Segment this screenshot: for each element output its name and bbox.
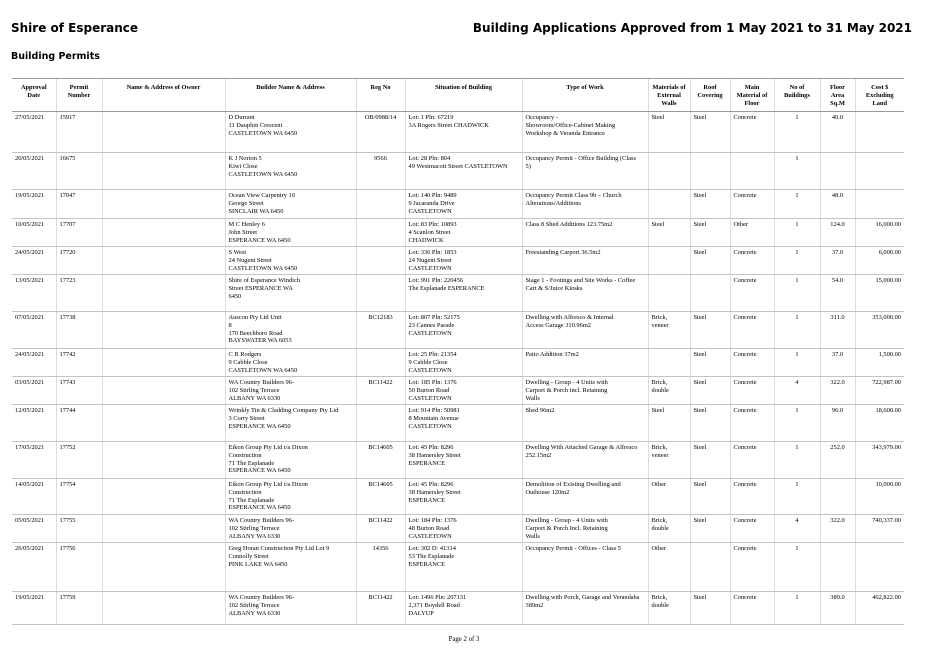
cell-situation: Lot: 83 Pln: 10893 4 Scanlon Street CHADWICK [405, 219, 522, 247]
cell-permit-number: 17723 [56, 275, 102, 312]
cell-no-of-buildings: 1 [774, 312, 820, 349]
cell-approval-date: 05/05/2021 [12, 515, 56, 543]
cell-floor-material [730, 153, 774, 190]
cell-builder: WA Country Builders 96- 102 Stirling Terrace ALBANY WA 6330 [225, 515, 356, 543]
cell-reg-no: BC14605 [356, 442, 405, 479]
cell-situation: Lot: 45 Pln: 8296 38 Hamersley Street ESPERANCE [405, 442, 522, 479]
cell-type-of-work: Occupancy Permit Class 9b – Church Alterations/Additions [522, 190, 648, 219]
col-cost: Cost $ Excluding Land [855, 79, 904, 112]
cell-floor-area: 322.0 [820, 377, 855, 405]
cell-no-of-buildings: 1 [774, 405, 820, 442]
cell-reg-no: BC11422 [356, 592, 405, 625]
cell-situation: Lot: 807 Pln: 52175 23 Cannes Parade CASTLETOWN [405, 312, 522, 349]
cell-type-of-work: Freestanding Carport 36.5m2 [522, 247, 648, 275]
cell-type-of-work: Dwelling - Group - 4 Units with Carport & Porch incl. Retaining Walls [522, 377, 648, 405]
shire-name: Shire of Esperance [11, 21, 139, 35]
cell-permit-number: 17756 [56, 543, 102, 592]
cell-builder: D Durrant 11 Dauphin Crescent CASTLETOWN WA 6450 [225, 112, 356, 153]
section-heading: Building Permits [11, 51, 100, 62]
cell-floor-area: 37.0 [820, 247, 855, 275]
table-row [12, 312, 904, 349]
cell-roof-covering [690, 153, 730, 190]
permits-table [12, 78, 904, 625]
report-title: Building Applications Approved from 1 May 2021 to 31 May 2021 [472, 21, 912, 35]
cell-floor-area: 48.0 [820, 190, 855, 219]
table-row [12, 247, 904, 275]
cell-external-walls: Steel [648, 405, 690, 442]
cell-cost: 722,987.00 [855, 377, 904, 405]
table-row [12, 275, 904, 312]
cell-floor-material: Concrete [730, 112, 774, 153]
cell-permit-number: 17720 [56, 247, 102, 275]
cell-floor-material: Concrete [730, 349, 774, 377]
cell-floor-material: Concrete [730, 479, 774, 515]
cell-cost: 343,979.00 [855, 442, 904, 479]
col-situation: Situation of Building [405, 79, 522, 112]
cell-approval-date: 14/05/2021 [12, 479, 56, 515]
cell-reg-no [356, 349, 405, 377]
cell-floor-material: Concrete [730, 442, 774, 479]
cell-roof-covering: Steel [690, 219, 730, 247]
table-row [12, 405, 904, 442]
cell-floor-material: Concrete [730, 312, 774, 349]
cell-roof-covering: Steel [690, 377, 730, 405]
cell-external-walls [648, 190, 690, 219]
cell-permit-number: 17755 [56, 515, 102, 543]
cell-cost [855, 112, 904, 153]
col-type-of-work: Type of Work [522, 79, 648, 112]
cell-owner [102, 349, 225, 377]
cell-reg-no [356, 405, 405, 442]
cell-roof-covering [690, 543, 730, 592]
table-row [12, 543, 904, 592]
cell-no-of-buildings: 1 [774, 543, 820, 592]
cell-roof-covering: Steel [690, 515, 730, 543]
cell-no-of-buildings: 1 [774, 247, 820, 275]
cell-type-of-work: Shed 96m2 [522, 405, 648, 442]
cell-owner [102, 592, 225, 625]
cell-reg-no: 9566 [356, 153, 405, 190]
cell-approval-date: 26/05/2021 [12, 543, 56, 592]
col-external-walls: Materials of External Walls [648, 79, 690, 112]
cell-floor-area: 322.0 [820, 515, 855, 543]
table-row [12, 349, 904, 377]
cell-builder: WA Country Builders 96- 102 Stirling Terrace ALBANY WA 6330 [225, 377, 356, 405]
cell-builder: Eikon Group Pty Ltd t/a Dixon Construction 71 The Esplanade ESPERANCE WA 6450 [225, 442, 356, 479]
cell-reg-no: BC12183 [356, 312, 405, 349]
cell-no-of-buildings: 1 [774, 592, 820, 625]
col-reg-no: Reg No [356, 79, 405, 112]
cell-approval-date: 12/05/2021 [12, 405, 56, 442]
cell-type-of-work: Dwelling with Porch, Garage and Verandahs 389m2 [522, 592, 648, 625]
cell-reg-no: BC14605 [356, 479, 405, 515]
cell-external-walls: Brick, veneer [648, 312, 690, 349]
cell-external-walls: Other [648, 479, 690, 515]
cell-external-walls: Brick, veneer [648, 442, 690, 479]
cell-cost: 15,000.00 [855, 275, 904, 312]
cell-roof-covering: Steel [690, 112, 730, 153]
cell-situation: Lot: 991 Pln: 220456 The Esplanade ESPERANCE [405, 275, 522, 312]
cell-external-walls: Steel [648, 219, 690, 247]
cell-floor-area: 40.0 [820, 112, 855, 153]
cell-owner [102, 190, 225, 219]
cell-situation: Lot: 45 Pln: 8296 38 Hamersley Street ESPERANCE [405, 479, 522, 515]
cell-approval-date: 13/05/2021 [12, 275, 56, 312]
cell-floor-material: Concrete [730, 377, 774, 405]
cell-owner [102, 442, 225, 479]
cell-permit-number: 17759 [56, 592, 102, 625]
cell-owner [102, 543, 225, 592]
table-row [12, 442, 904, 479]
cell-external-walls: Brick, double [648, 592, 690, 625]
cell-external-walls [648, 349, 690, 377]
cell-roof-covering: Steel [690, 592, 730, 625]
cell-floor-area [820, 543, 855, 592]
cell-permit-number: 17742 [56, 349, 102, 377]
cell-roof-covering [690, 275, 730, 312]
cell-reg-no [356, 219, 405, 247]
cell-owner [102, 312, 225, 349]
cell-reg-no: OB/0988/14 [356, 112, 405, 153]
cell-approval-date: 17/05/2021 [12, 442, 56, 479]
cell-permit-number: 17707 [56, 219, 102, 247]
cell-builder: WA Country Builders 96- 102 Stirling Terrace ALBANY WA 6330 [225, 592, 356, 625]
cell-cost: 18,600.00 [855, 405, 904, 442]
cell-approval-date: 10/05/2021 [12, 219, 56, 247]
cell-permit-number: 16675 [56, 153, 102, 190]
cell-situation: Lot: 336 Pln: 1853 24 Nugent Street CASTLETOWN [405, 247, 522, 275]
cell-approval-date: 03/05/2021 [12, 377, 56, 405]
cell-permit-number: 17752 [56, 442, 102, 479]
cell-permit-number: 17743 [56, 377, 102, 405]
cell-roof-covering: Steel [690, 190, 730, 219]
cell-cost: 6,000.00 [855, 247, 904, 275]
cell-approval-date: 24/05/2021 [12, 349, 56, 377]
cell-situation: Lot: 184 Pln: 1376 48 Burton Road CASTLETOWN [405, 515, 522, 543]
page-number: Page 2 of 3 [448, 636, 480, 643]
cell-floor-area: 124.0 [820, 219, 855, 247]
table-row [12, 377, 904, 405]
col-approval-date: Approval Date [12, 79, 56, 112]
cell-external-walls: Brick, double [648, 515, 690, 543]
cell-permit-number: 15917 [56, 112, 102, 153]
cell-owner [102, 275, 225, 312]
table-row [12, 515, 904, 543]
cell-no-of-buildings: 1 [774, 442, 820, 479]
cell-cost: 1,500.00 [855, 349, 904, 377]
cell-external-walls [648, 247, 690, 275]
cell-floor-material: Concrete [730, 543, 774, 592]
cell-situation: Lot: 140 Pln: 9489 9 Jacaranda Drive CASTLETOWN [405, 190, 522, 219]
cell-no-of-buildings: 1 [774, 190, 820, 219]
cell-no-of-buildings: 1 [774, 479, 820, 515]
cell-cost [855, 190, 904, 219]
cell-owner [102, 153, 225, 190]
cell-situation: Lot: 914 Pln: 50981 8 Mountain Avenue CASTLETOWN [405, 405, 522, 442]
cell-builder: Ocean View Carpentry 10 George Street SINCLAIR WA 6450 [225, 190, 356, 219]
table-row [12, 153, 904, 190]
cell-floor-material: Concrete [730, 190, 774, 219]
cell-floor-material: Concrete [730, 247, 774, 275]
cell-owner [102, 377, 225, 405]
cell-type-of-work: Occupancy Permit - Offices - Class 5 [522, 543, 648, 592]
cell-approval-date: 07/05/2021 [12, 312, 56, 349]
cell-roof-covering: Steel [690, 442, 730, 479]
cell-no-of-buildings: 4 [774, 377, 820, 405]
cell-roof-covering: Steel [690, 405, 730, 442]
cell-builder: S West 24 Nugent Street CASTLETOWN WA 6450 [225, 247, 356, 275]
cell-approval-date: 20/05/2021 [12, 153, 56, 190]
col-permit-number: Permit Number [56, 79, 102, 112]
cell-external-walls [648, 275, 690, 312]
cell-no-of-buildings: 4 [774, 515, 820, 543]
cell-reg-no: BC11422 [356, 515, 405, 543]
cell-builder: Auscon Pty Ltd Unit 8 170 Beechboro Road BAYSWATER WA 6053 [225, 312, 356, 349]
cell-floor-area: 54.0 [820, 275, 855, 312]
cell-no-of-buildings: 1 [774, 153, 820, 190]
cell-situation: Lot: 1496 Pln: 207131 2,371 Boydell Road DALYUP [405, 592, 522, 625]
cell-roof-covering: Steel [690, 349, 730, 377]
cell-type-of-work: Dwelling with Alfresco & Internal Access Garage 310.96m2 [522, 312, 648, 349]
cell-cost [855, 543, 904, 592]
cell-floor-material: Concrete [730, 405, 774, 442]
cell-floor-area [820, 479, 855, 515]
cell-approval-date: 27/05/2021 [12, 112, 56, 153]
cell-permit-number: 17047 [56, 190, 102, 219]
cell-no-of-buildings: 1 [774, 275, 820, 312]
cell-owner [102, 479, 225, 515]
cell-floor-area: 389.0 [820, 592, 855, 625]
cell-reg-no [356, 275, 405, 312]
cell-reg-no: BC11422 [356, 377, 405, 405]
cell-floor-material: Concrete [730, 592, 774, 625]
cell-external-walls: Steel [648, 112, 690, 153]
cell-situation: Lot: 25 Pln: 21354 9 Cabble Close CASTLETOWN [405, 349, 522, 377]
cell-cost [855, 153, 904, 190]
col-builder: Builder Name & Address [225, 79, 356, 112]
col-floor-area: Floor Area Sq.M [820, 79, 855, 112]
cell-owner [102, 219, 225, 247]
table-row [12, 479, 904, 515]
cell-approval-date: 24/05/2021 [12, 247, 56, 275]
col-no-of-buildings: No of Buildings [774, 79, 820, 112]
cell-external-walls: Other [648, 543, 690, 592]
cell-roof-covering: Steel [690, 312, 730, 349]
cell-builder: Eikon Group Pty Ltd t/a Dixon Construction 71 The Esplanade ESPERANCE WA 6450 [225, 479, 356, 515]
cell-type-of-work: Stage 1 - Footings and Site Works - Coffee Cart & S/Juice Kiosks [522, 275, 648, 312]
cell-reg-no [356, 190, 405, 219]
cell-builder: Shire of Esperance Windich Street ESPERANCE WA 6450 [225, 275, 356, 312]
cell-owner [102, 405, 225, 442]
cell-type-of-work: Dwelling - Group - 4 Units with Carport & Porch Incl. Retaining Walls [522, 515, 648, 543]
cell-type-of-work: Demolition of Existing Dwelling and Outhouse 120m2 [522, 479, 648, 515]
cell-no-of-buildings: 1 [774, 349, 820, 377]
cell-floor-material: Concrete [730, 275, 774, 312]
cell-situation: Lot: 302 D: 41314 53 The Esplanade ESPERANCE [405, 543, 522, 592]
cell-floor-area: 311.0 [820, 312, 855, 349]
table-row [12, 592, 904, 625]
cell-builder: Wrinkly Tin & Cladding Company Pty Ltd 3 Corry Street ESPERANCE WA 6450 [225, 405, 356, 442]
table-header-row [12, 79, 904, 112]
cell-cost: 10,000.00 [855, 479, 904, 515]
cell-owner [102, 515, 225, 543]
col-roof-covering: Roof Covering [690, 79, 730, 112]
table-row [12, 219, 904, 247]
col-floor-material: Main Material of Floor [730, 79, 774, 112]
cell-situation: Lot: 1 Pln: 67219 3A Rogers Street CHADWICK [405, 112, 522, 153]
cell-floor-material: Concrete [730, 515, 774, 543]
cell-type-of-work: Occupancy - Showroom/Office-Cabinet Making Workshop & Veranda Entrance [522, 112, 648, 153]
cell-external-walls: Brick, double [648, 377, 690, 405]
cell-roof-covering: Steel [690, 479, 730, 515]
cell-no-of-buildings: 1 [774, 112, 820, 153]
cell-owner [102, 112, 225, 153]
cell-cost: 353,000.00 [855, 312, 904, 349]
table-row [12, 190, 904, 219]
cell-builder: M C Henley 6 John Street ESPERANCE WA 6450 [225, 219, 356, 247]
cell-floor-material: Other [730, 219, 774, 247]
cell-builder: Greg Horan Construction Pty Ltd Lot 9 Connolly Street PINK LAKE WA 6450 [225, 543, 356, 592]
cell-floor-area: 252.0 [820, 442, 855, 479]
cell-builder: K J Norton 5 Kiwi Close CASTLETOWN WA 6450 [225, 153, 356, 190]
cell-permit-number: 17744 [56, 405, 102, 442]
cell-no-of-buildings: 1 [774, 219, 820, 247]
cell-cost: 16,000.00 [855, 219, 904, 247]
cell-floor-area [820, 153, 855, 190]
cell-approval-date: 19/05/2021 [12, 190, 56, 219]
cell-builder: C B Rodgers 9 Cabble Close CASTLETOWN WA 6450 [225, 349, 356, 377]
cell-type-of-work: Dwelling With Attached Garage & Alfresco 252.15m2 [522, 442, 648, 479]
cell-floor-area: 96.0 [820, 405, 855, 442]
cell-permit-number: 17738 [56, 312, 102, 349]
cell-floor-area: 37.0 [820, 349, 855, 377]
cell-cost: 462,822.00 [855, 592, 904, 625]
cell-cost: 740,337.00 [855, 515, 904, 543]
cell-external-walls [648, 153, 690, 190]
cell-situation: Lot: 185 Pln: 1376 50 Burton Road CASTLETOWN [405, 377, 522, 405]
cell-owner [102, 247, 225, 275]
cell-approval-date: 19/05/2021 [12, 592, 56, 625]
cell-type-of-work: Patio Addition 37m2 [522, 349, 648, 377]
table-row [12, 112, 904, 153]
cell-reg-no [356, 247, 405, 275]
cell-permit-number: 17754 [56, 479, 102, 515]
col-owner: Name & Address of Owner [102, 79, 225, 112]
cell-situation: Lot: 28 Pln: 804 49 Westmacott Street CASTLETOWN [405, 153, 522, 190]
cell-type-of-work: Class 8 Shed Additions 123.75m2 [522, 219, 648, 247]
cell-reg-no: 14356 [356, 543, 405, 592]
cell-type-of-work: Occupancy Permit - Office Building (Class 5) [522, 153, 648, 190]
cell-roof-covering: Steel [690, 247, 730, 275]
